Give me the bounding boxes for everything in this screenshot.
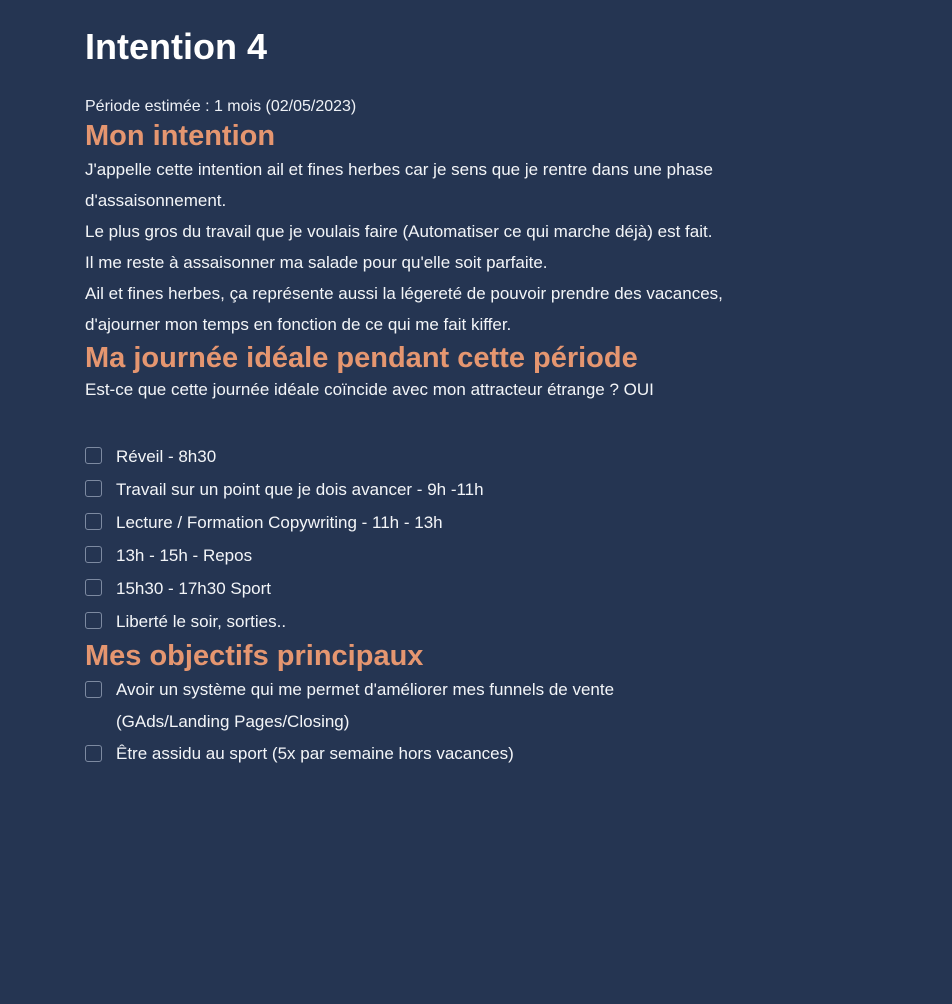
intention-line: d'assaisonnement. [85,191,227,210]
checklist-item [85,473,885,506]
intention-line: J'appelle cette intention ail et fines herbes car je sens que je rentre dans une phase [85,160,713,179]
checkbox[interactable] [85,480,102,497]
goal-line: Avoir un système qui me permet d'améliorer mes funnels de vente [116,680,615,699]
goal-line: (GAds/Landing Pages/Closing) [116,712,350,731]
checklist-item-label: Réveil - 8h30 [116,447,217,466]
checkbox[interactable] [85,513,102,530]
intention-line: Ail et fines herbes, ça représente aussi la légereté de pouvoir prendre des vacances, [85,284,723,303]
goal-item [85,738,885,770]
checklist-item-label: Lecture / Formation Copywriting - 11h - 13h [116,513,443,532]
page-title: Intention 4 [85,26,267,67]
estimated-period: Période estimée : 1 mois (02/05/2023) [85,98,357,115]
goal-item-label: Être assidu au sport (5x par semaine hors vacances) [116,744,514,763]
goal-item-label [116,674,614,738]
intention-line: d'ajourner mon temps en fonction de ce qui me fait kiffer. [85,315,512,334]
checkbox[interactable] [85,612,102,629]
checklist-item-label: 13h - 15h - Repos [116,546,253,565]
checklist-item-label: 15h30 - 17h30 Sport [116,579,272,598]
checklist-item [85,539,885,572]
checkbox[interactable] [85,579,102,596]
checklist-item [85,440,885,473]
ideal-day-checklist [85,440,885,638]
intention-paragraph [85,154,885,340]
goals-heading: Mes objectifs principaux [85,640,424,672]
intention-line: Le plus gros du travail que je voulais faire (Automatiser ce qui marche déjà) est fait. [85,222,713,241]
checklist-item [85,605,885,638]
checklist-item [85,506,885,539]
checklist-item-label: Liberté le soir, sorties.. [116,612,287,631]
checkbox[interactable] [85,745,102,762]
goals-checklist [85,674,885,770]
page-content [85,24,885,770]
intention-line: Il me reste à assaisonner ma salade pour qu'elle soit parfaite. [85,253,548,272]
checklist-item-label: Travail sur un point que je dois avancer - 9h -11h [116,480,484,499]
ideal-day-question: Est-ce que cette journée idéale coïncide avec mon attracteur étrange ? OUI [85,380,654,399]
checkbox[interactable] [85,681,102,698]
intention-heading: Mon intention [85,120,276,152]
ideal-day-heading: Ma journée idéale pendant cette période [85,342,638,374]
checkbox[interactable] [85,546,102,563]
goal-item [85,674,885,738]
checkbox[interactable] [85,447,102,464]
checklist-item [85,572,885,605]
